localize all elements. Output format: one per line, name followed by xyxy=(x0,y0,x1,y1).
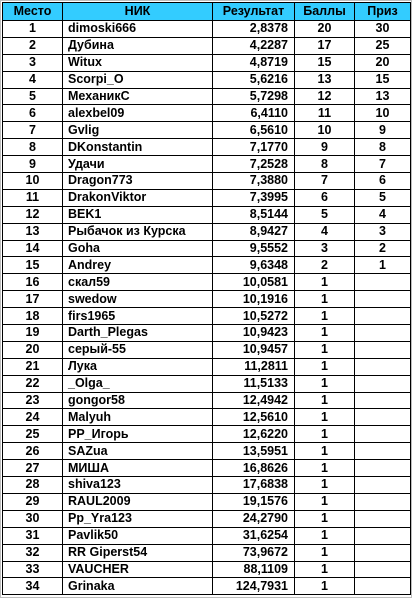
table-row xyxy=(3,409,411,426)
place-cell: 29 xyxy=(3,493,63,510)
result-cell: 8,5144 xyxy=(213,206,295,223)
place-cell: 19 xyxy=(3,325,63,342)
result-cell: 10,0581 xyxy=(213,274,295,291)
points-cell: 1 xyxy=(295,493,355,510)
table-header xyxy=(3,3,411,21)
table-row xyxy=(3,71,411,88)
place-cell: 16 xyxy=(3,274,63,291)
points-cell: 1 xyxy=(295,291,355,308)
table-row xyxy=(3,392,411,409)
result-cell: 124,7931 xyxy=(213,578,295,595)
result-cell: 19,1576 xyxy=(213,493,295,510)
points-cell: 2 xyxy=(295,257,355,274)
nick-cell: Удачи xyxy=(63,156,213,173)
results-table-container xyxy=(2,2,410,595)
prize-cell: 5 xyxy=(355,189,411,206)
header-nick: НИК xyxy=(63,3,213,21)
points-cell: 1 xyxy=(295,578,355,595)
points-cell: 1 xyxy=(295,274,355,291)
points-cell: 12 xyxy=(295,88,355,105)
nick-cell: Dragon773 xyxy=(63,173,213,190)
place-cell: 33 xyxy=(3,561,63,578)
result-cell: 12,4942 xyxy=(213,392,295,409)
place-cell: 26 xyxy=(3,443,63,460)
place-cell: 9 xyxy=(3,156,63,173)
place-cell: 23 xyxy=(3,392,63,409)
result-cell: 10,5272 xyxy=(213,308,295,325)
points-cell: 1 xyxy=(295,358,355,375)
table-row xyxy=(3,493,411,510)
points-cell: 1 xyxy=(295,308,355,325)
result-cell: 24,2790 xyxy=(213,510,295,527)
table-row xyxy=(3,240,411,257)
nick-cell: PP_Игорь xyxy=(63,426,213,443)
table-row xyxy=(3,291,411,308)
nick-cell: VAUCHER xyxy=(63,561,213,578)
result-cell: 12,5610 xyxy=(213,409,295,426)
points-cell: 1 xyxy=(295,426,355,443)
prize-cell xyxy=(355,561,411,578)
result-cell: 7,3995 xyxy=(213,189,295,206)
place-cell: 17 xyxy=(3,291,63,308)
results-table xyxy=(2,2,411,595)
result-cell: 4,2287 xyxy=(213,37,295,54)
prize-cell xyxy=(355,392,411,409)
prize-cell: 2 xyxy=(355,240,411,257)
points-cell: 17 xyxy=(295,37,355,54)
result-cell: 10,9457 xyxy=(213,341,295,358)
prize-cell xyxy=(355,341,411,358)
header-row xyxy=(3,3,411,21)
result-cell: 73,9672 xyxy=(213,544,295,561)
result-cell: 10,9423 xyxy=(213,325,295,342)
nick-cell: gongor58 xyxy=(63,392,213,409)
table-row xyxy=(3,206,411,223)
nick-cell: _Olga_ xyxy=(63,375,213,392)
table-row xyxy=(3,223,411,240)
prize-cell: 9 xyxy=(355,122,411,139)
nick-cell: alexbel09 xyxy=(63,105,213,122)
place-cell: 31 xyxy=(3,527,63,544)
points-cell: 6 xyxy=(295,189,355,206)
prize-cell xyxy=(355,291,411,308)
nick-cell: dimoski666 xyxy=(63,21,213,38)
prize-cell: 8 xyxy=(355,139,411,156)
table-row xyxy=(3,274,411,291)
nick-cell: DrakonViktor xyxy=(63,189,213,206)
nick-cell: Pp_Yra123 xyxy=(63,510,213,527)
prize-cell xyxy=(355,578,411,595)
table-row xyxy=(3,21,411,38)
table-row xyxy=(3,460,411,477)
points-cell: 15 xyxy=(295,54,355,71)
result-cell: 31,6254 xyxy=(213,527,295,544)
prize-cell: 25 xyxy=(355,37,411,54)
result-cell: 8,9427 xyxy=(213,223,295,240)
table-row xyxy=(3,544,411,561)
nick-cell: swedow xyxy=(63,291,213,308)
place-cell: 12 xyxy=(3,206,63,223)
result-cell: 9,5552 xyxy=(213,240,295,257)
prize-cell: 10 xyxy=(355,105,411,122)
nick-cell: BEK1 xyxy=(63,206,213,223)
result-cell: 7,3880 xyxy=(213,173,295,190)
points-cell: 1 xyxy=(295,477,355,494)
prize-cell xyxy=(355,460,411,477)
place-cell: 21 xyxy=(3,358,63,375)
place-cell: 34 xyxy=(3,578,63,595)
nick-cell: RR Giperst54 xyxy=(63,544,213,561)
header-place: Место xyxy=(3,3,63,21)
header-result: Результат xyxy=(213,3,295,21)
nick-cell: Дубина xyxy=(63,37,213,54)
table-row xyxy=(3,358,411,375)
points-cell: 1 xyxy=(295,341,355,358)
prize-cell: 1 xyxy=(355,257,411,274)
result-cell: 2,8378 xyxy=(213,21,295,38)
table-row xyxy=(3,122,411,139)
result-cell: 5,7298 xyxy=(213,88,295,105)
table-row xyxy=(3,308,411,325)
nick-cell: серый-55 xyxy=(63,341,213,358)
nick-cell: Scorpi_O xyxy=(63,71,213,88)
table-row xyxy=(3,527,411,544)
points-cell: 1 xyxy=(295,392,355,409)
table-row xyxy=(3,156,411,173)
prize-cell xyxy=(355,477,411,494)
prize-cell xyxy=(355,510,411,527)
prize-cell xyxy=(355,308,411,325)
prize-cell: 3 xyxy=(355,223,411,240)
nick-cell: SAZua xyxy=(63,443,213,460)
points-cell: 10 xyxy=(295,122,355,139)
place-cell: 27 xyxy=(3,460,63,477)
place-cell: 4 xyxy=(3,71,63,88)
result-cell: 17,6838 xyxy=(213,477,295,494)
place-cell: 25 xyxy=(3,426,63,443)
nick-cell: МИША xyxy=(63,460,213,477)
nick-cell: Darth_Plegas xyxy=(63,325,213,342)
place-cell: 1 xyxy=(3,21,63,38)
place-cell: 6 xyxy=(3,105,63,122)
table-body xyxy=(3,21,411,595)
points-cell: 1 xyxy=(295,375,355,392)
result-cell: 13,5951 xyxy=(213,443,295,460)
place-cell: 8 xyxy=(3,139,63,156)
result-cell: 12,6220 xyxy=(213,426,295,443)
nick-cell: Лука xyxy=(63,358,213,375)
points-cell: 1 xyxy=(295,544,355,561)
table-row xyxy=(3,173,411,190)
nick-cell: RAUL2009 xyxy=(63,493,213,510)
place-cell: 20 xyxy=(3,341,63,358)
table-row xyxy=(3,37,411,54)
place-cell: 11 xyxy=(3,189,63,206)
prize-cell xyxy=(355,375,411,392)
result-cell: 11,2811 xyxy=(213,358,295,375)
points-cell: 1 xyxy=(295,460,355,477)
points-cell: 20 xyxy=(295,21,355,38)
result-cell: 11,5133 xyxy=(213,375,295,392)
place-cell: 22 xyxy=(3,375,63,392)
place-cell: 3 xyxy=(3,54,63,71)
points-cell: 1 xyxy=(295,325,355,342)
table-row xyxy=(3,54,411,71)
nick-cell: DKonstantin xyxy=(63,139,213,156)
prize-cell xyxy=(355,544,411,561)
prize-cell: 13 xyxy=(355,88,411,105)
prize-cell xyxy=(355,409,411,426)
nick-cell: Рыбачок из Курска xyxy=(63,223,213,240)
table-row xyxy=(3,561,411,578)
points-cell: 1 xyxy=(295,561,355,578)
result-cell: 7,2528 xyxy=(213,156,295,173)
prize-cell xyxy=(355,325,411,342)
place-cell: 28 xyxy=(3,477,63,494)
place-cell: 15 xyxy=(3,257,63,274)
prize-cell: 20 xyxy=(355,54,411,71)
points-cell: 4 xyxy=(295,223,355,240)
place-cell: 32 xyxy=(3,544,63,561)
result-cell: 10,1916 xyxy=(213,291,295,308)
result-cell: 7,1770 xyxy=(213,139,295,156)
nick-cell: Gvlig xyxy=(63,122,213,139)
prize-cell xyxy=(355,274,411,291)
nick-cell: Pavlik50 xyxy=(63,527,213,544)
points-cell: 1 xyxy=(295,409,355,426)
table-row xyxy=(3,189,411,206)
points-cell: 1 xyxy=(295,527,355,544)
table-row xyxy=(3,105,411,122)
result-cell: 5,6216 xyxy=(213,71,295,88)
prize-cell: 6 xyxy=(355,173,411,190)
prize-cell: 7 xyxy=(355,156,411,173)
prize-cell: 15 xyxy=(355,71,411,88)
prize-cell xyxy=(355,527,411,544)
result-cell: 4,8719 xyxy=(213,54,295,71)
points-cell: 8 xyxy=(295,156,355,173)
prize-cell: 4 xyxy=(355,206,411,223)
table-row xyxy=(3,578,411,595)
nick-cell: shiva123 xyxy=(63,477,213,494)
place-cell: 5 xyxy=(3,88,63,105)
table-row xyxy=(3,443,411,460)
nick-cell: firs1965 xyxy=(63,308,213,325)
prize-cell xyxy=(355,426,411,443)
place-cell: 10 xyxy=(3,173,63,190)
prize-cell xyxy=(355,443,411,460)
table-row xyxy=(3,257,411,274)
table-row xyxy=(3,341,411,358)
place-cell: 30 xyxy=(3,510,63,527)
points-cell: 5 xyxy=(295,206,355,223)
table-row xyxy=(3,88,411,105)
result-cell: 9,6348 xyxy=(213,257,295,274)
place-cell: 13 xyxy=(3,223,63,240)
nick-cell: МеханикС xyxy=(63,88,213,105)
nick-cell: Grinaka xyxy=(63,578,213,595)
table-row xyxy=(3,375,411,392)
header-prize: Приз xyxy=(355,3,411,21)
prize-cell xyxy=(355,493,411,510)
place-cell: 14 xyxy=(3,240,63,257)
points-cell: 3 xyxy=(295,240,355,257)
nick-cell: Andrey xyxy=(63,257,213,274)
points-cell: 1 xyxy=(295,510,355,527)
nick-cell: скал59 xyxy=(63,274,213,291)
points-cell: 7 xyxy=(295,173,355,190)
table-row xyxy=(3,477,411,494)
result-cell: 6,5610 xyxy=(213,122,295,139)
place-cell: 2 xyxy=(3,37,63,54)
table-row xyxy=(3,510,411,527)
points-cell: 9 xyxy=(295,139,355,156)
prize-cell: 30 xyxy=(355,21,411,38)
result-cell: 88,1109 xyxy=(213,561,295,578)
nick-cell: Malyuh xyxy=(63,409,213,426)
result-cell: 16,8626 xyxy=(213,460,295,477)
prize-cell xyxy=(355,358,411,375)
points-cell: 13 xyxy=(295,71,355,88)
place-cell: 24 xyxy=(3,409,63,426)
nick-cell: Goha xyxy=(63,240,213,257)
nick-cell: Witux xyxy=(63,54,213,71)
points-cell: 1 xyxy=(295,443,355,460)
header-points: Баллы xyxy=(295,3,355,21)
table-row xyxy=(3,426,411,443)
points-cell: 11 xyxy=(295,105,355,122)
table-row xyxy=(3,325,411,342)
table-row xyxy=(3,139,411,156)
place-cell: 7 xyxy=(3,122,63,139)
place-cell: 18 xyxy=(3,308,63,325)
result-cell: 6,4110 xyxy=(213,105,295,122)
